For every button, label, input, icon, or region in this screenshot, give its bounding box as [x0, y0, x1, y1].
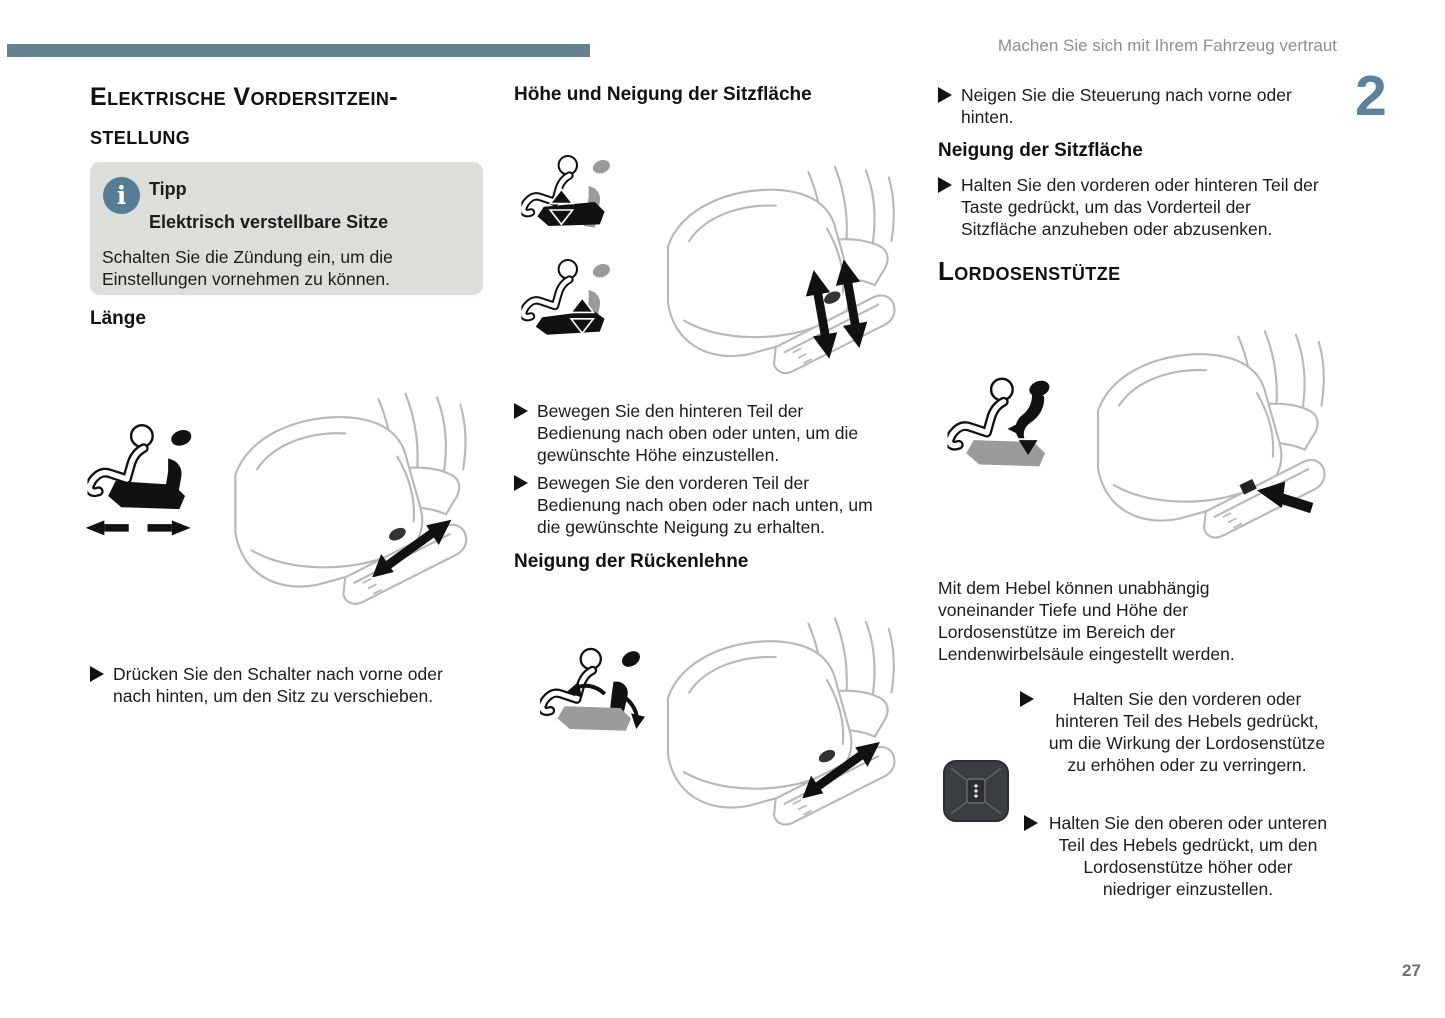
chapter-number: 2: [1355, 64, 1387, 128]
bullet-arrow-icon: [514, 475, 528, 491]
hoehe-bullet-2-text: Bewegen Sie den vorderen Teil der Bedienung nach oben oder nach unten, um die gewünschte Neigung zu erhalten.: [537, 473, 873, 537]
neigung-bullet-text: Halten Sie den vorderen oder hinteren Teil der Taste gedrückt, um das Vorderteil der Sitzfläche anzuheben oder abzusenken.: [961, 175, 1319, 239]
page-title-line2: stellung: [90, 122, 191, 150]
bullet-arrow-icon: [90, 666, 104, 682]
heading-lordosenstuetze: Lordosenstütze: [938, 256, 1121, 286]
bullet-arrow-icon: [514, 403, 528, 419]
page-number: 27: [1402, 961, 1421, 980]
tip-subtitle: Elektrisch verstellbare Sitze: [149, 212, 389, 232]
hoehe-bullet-1: [514, 400, 910, 466]
info-icon: i: [103, 177, 140, 214]
hoehe-illustration: [510, 138, 910, 393]
page-title-line1: Elektrische Vordersitzein-: [90, 83, 399, 111]
heading-hoehe-neigung: Höhe und Neigung der Sitzfläche: [514, 84, 812, 105]
lordose-illustration: [935, 298, 1340, 560]
page-title: [90, 78, 398, 156]
breadcrumb: Machen Sie sich mit Ihrem Fahrzeug vertraut: [997, 36, 1337, 55]
bullet-arrow-icon: [938, 177, 952, 193]
lordose-bullet-1: [1020, 688, 1335, 776]
neigung-bullet: [938, 174, 1337, 240]
steuerung-bullet-text: Neigen Sie die Steuerung nach vorne oder hinten.: [961, 85, 1292, 127]
heading-neigung-sitzflaeche: Neigung der Sitzfläche: [938, 140, 1143, 161]
rueckenlehne-illustration: [505, 598, 910, 860]
bullet-arrow-icon: [1020, 691, 1034, 707]
lordose-bullet-2-text: Halten Sie den oberen oder unteren Teil des Hebels gedrückt, um den Lordosenstütze höher oder niedriger einzustellen.: [1048, 813, 1328, 899]
lordose-paragraph: Mit dem Hebel können unabhängig voneinander Tiefe und Höhe der Lordosenstütze im Bereich der Lendenwirbelsäule eingestellt werden.: [938, 578, 1235, 664]
bullet-arrow-icon: [1024, 815, 1038, 831]
heading-laenge: Länge: [90, 308, 146, 329]
tip-title: Tipp: [149, 179, 187, 199]
lordose-bullet-1-text: Halten Sie den vorderen oder hinteren Teil des Hebels gedrückt, um die Wirkung der Lordosenstütze zu erhöhen oder zu verringern.: [1048, 689, 1326, 775]
bullet-arrow-icon: [938, 87, 952, 103]
header-accent-bar: [7, 44, 590, 57]
laenge-bullet: [90, 663, 485, 707]
heading-rueckenlehne: Neigung der Rückenlehne: [514, 551, 749, 572]
hoehe-bullet-1-text: Bewegen Sie den hinteren Teil der Bedienung nach oben oder unten, um die gewünschte Höhe einzustellen.: [537, 401, 859, 465]
tip-box: [90, 162, 483, 295]
hoehe-bullet-2: [514, 472, 910, 538]
tip-body: Schalten Sie die Zündung ein, um die Einstellungen vornehmen zu können.: [102, 247, 393, 289]
lordose-bullet-2: [1024, 812, 1334, 900]
laenge-bullet-text: Drücken Sie den Schalter nach vorne oder nach hinten, um den Sitz zu verschieben.: [113, 664, 443, 706]
laenge-illustration: [80, 372, 485, 630]
lumbar-control-icon: [943, 760, 1009, 822]
steuerung-bullet: [938, 84, 1337, 128]
